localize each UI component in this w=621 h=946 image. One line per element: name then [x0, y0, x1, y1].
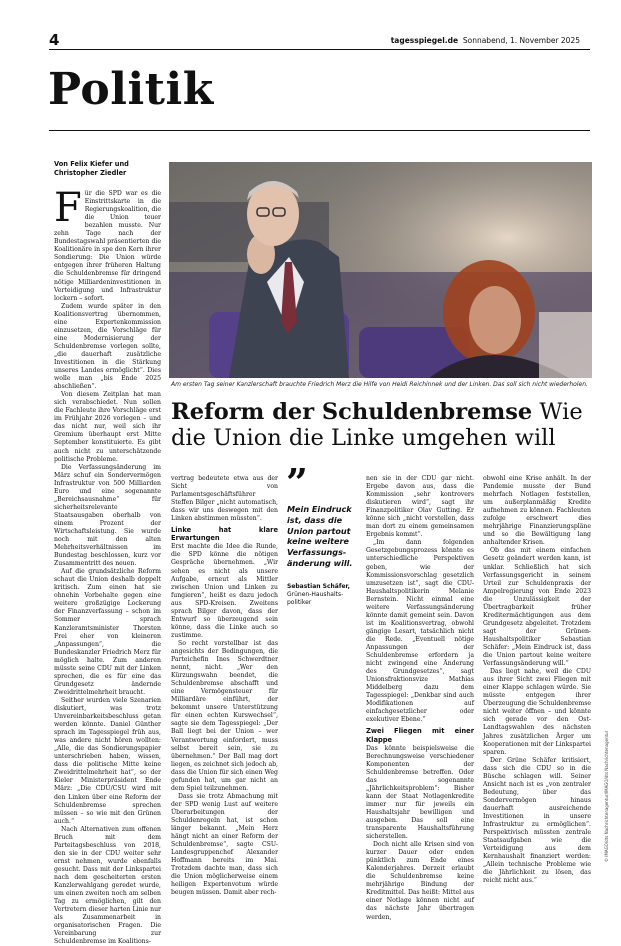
article-column-3 — [366, 475, 474, 921]
paragraph: Die Verfassungsänderung im März schuf ein Sondervermögen Infrastruktur von 500 Milliarden Euro und eine sogenannte „Bereichsausnahme“ für sicherheitsrelevante Staatsausgaben oberhalb von einem Prozent der Wirtschaftsleistung. Sie wurde noch mit den alten Mehrheitsverhältnissen im Bundestag beschlossen, kurz vor Zusammentritt des neuen. — [54, 463, 161, 568]
site-name[interactable]: tagesspiegel.de — [390, 36, 459, 45]
quote-author: Sebastian Schäfer, — [287, 583, 350, 590]
paragraph: „Im dann folgenden Gesetzgebungsprozess könnte es unterschiedliche Perspektiven geben, wie der Kommissionsvorschlag gesetzlich umzusetzen ist“, sagt die CDU-Haushaltspolitikerin Melanie Bernstein. Nicht einmal eine weitere Verfassungsänderung könnte damit gemeint sein. Davon ist im Koalitionsvertrag, obwohl gängige Lesart, tatsächlich nicht die Rede. „Eventuell nötige Anpassungen der Schuldenbremse erfordern ja nicht zwingend eine Änderung des Grundgesetzes“, sagt Unionsfraktionsvize Mathias Middelberg dazu dem Tagesspiegel: „Denkbar sind auch Modifikationen auf einfachgesetzlicher oder exekutiver Ebene.“ — [366, 539, 474, 724]
paragraph: Ob das mit einem einfachen Gesetz geändert werden kann, ist unklar. Schließlich hat sich Verfassungsgericht in seinem Urteil zur Schuldenpraxis der Ampelregierung von Ende 2023 die Unzulässigkeit der Übertragbarkeit früher Kreditermächtigungen aus dem Grundgesetz abgeleitet. Trotzdem sagt der Grünen-Haushaltspolitiker Sebastian Schäfer: „Mein Eindruck ist, dass die Union partout keine weitere Verfassungsänderung will.“ — [483, 547, 591, 668]
quote-author-role: Grünen-Haushaltspolitiker — [287, 591, 344, 606]
paragraph: Doch nicht alle Krisen sind von kurzer Dauer oder enden pünktlich zum Ende eines Kalenderjahres. Derzeit erlaubt die Schuldenbremse keine mehrjährige Bindung der Kreditmittel. Das heißt: Mittel aus einer Notlage können nicht auf das nächste Jahr übertragen werden, — [366, 841, 474, 921]
paragraph: Auf die grundsätzliche Reform schaut die Union deshalb doppelt kritisch. Zum einen hat sie ohnehin Vorbehalte gegen eine weitere großzügige Lockerung der Finanzverfassung – schon im Sommer sprach Kanzleramtsminister Thorsten Frei eher von kleineren „Anpassungen“, die Bundeskanzler Friedrich Merz für möglich halte. Zum anderen müsste seine CDU mit der Linken sprechen, die es für eine das Grundgesetz ändernde Zweidrittelmehrheit braucht. — [54, 568, 161, 696]
paragraph: Erst machte die Idee die Runde, die SPD könne die nötigen Gespräche übernehmen. „Wir sehen es nicht als unsere Aufgabe, erneut als Mittler zwischen Union und Linken zu fungieren“, heißt es dazu jedoch aus SPD-Kreisen. Zweitens sprach Bilger davon, dass der Entwurf so überzeugend sein könne, dass die Linke auch so zustimme. — [171, 543, 278, 639]
paragraph: vertrag bedeutete etwa aus der Sicht von Parlamentsgeschäftsführer Steffen Bilger „nicht automatisch, dass wir uns deswegen mit den Linken abstimmen müssten“. — [171, 475, 278, 523]
article-column-1 — [54, 185, 162, 946]
paragraph: Dass sie trotz Abmachung mit der SPD wenig Lust auf weitere Überarbeitungen der Schuldenregeln hat, ist schon länger bekannt. „Mein Herz hängt nicht an einer Reform der Schuldenbremse“, sagte CSU-Landesgruppenchef Alexander Hoffmann bereits im Mai. Trotzdem dachte man, dass sich die Union möglicherweise einem heiligen Expertenvotum würde beugen müssen. Damit aber rech- — [171, 792, 278, 897]
photo-credit: © IMAGO/dts Nachrichtenagentur/IMAGO/dts Nachrichtenagentur — [604, 730, 609, 862]
section-title: Politik — [48, 64, 214, 115]
article-column-2 — [171, 475, 278, 897]
paragraph: obwohl eine Krise anhält. In der Pandemie musste der Bund mehrfach Notlagen feststellen, um außerplanmäßig Kredite aufnehmen zu können. Fachleuten zufolge erschwert dies mehrjährige Finanzierungspläne und so die Bewältigung lang anhaltender Krisen. — [483, 475, 591, 547]
section-rule — [49, 130, 590, 131]
byline: Von Felix Kiefer und Christopher Ziedler — [54, 160, 129, 177]
headline-main: Reform der Schuldenbremse — [171, 399, 533, 425]
subheading: Zwei Fliegen mit einer Klappe — [366, 727, 474, 744]
article-photo — [169, 162, 592, 378]
page-number: 4 — [49, 31, 60, 49]
paragraph: Der Grüne Schäfer kritisiert, dass sich die CDU so in die Büsche schlagen will. Seiner Ansicht nach ist es „von zentraler Bedeutung, über das Sondervermögen hinaus dauerhaft ausreichende Investitionen in unsere Infrastruktur zu ermöglichen“. Perspektivisch müssten zentrale Staatsaufgaben wie die Verteidigung aus dem Kernhaushalt finanziert werden: „Allein technische Probleme wie die Jährlichkeit zu lösen, das reicht nicht aus.“ — [483, 756, 591, 885]
photo-illustration — [169, 162, 592, 378]
paragraph: ür die SPD war es die Einstrittskarte in die Regierungskoalition, die die Union teuer bezahlen musste. Nur zehn Tage nach der Bundestagswahl präsentierten die Koalitionäre in spe den Kern ihrer Sondierung: Die Union würde entgegen ihrer früheren Haltung die Schuldenbremse für dringend nötige Milliardeninvestitionen in Verteidigung und Infrastruktur lockern – sofort. — [54, 190, 162, 302]
subheading: Linke hat klare Erwartungen — [171, 526, 278, 543]
photo-caption: Am ersten Tag seiner Kanzlerschaft brauchte Friedrich Merz die Hilfe von Heidi Reichinnek und der Linken. Das soll sich nicht wiederholen. — [171, 381, 588, 388]
paragraph: nen sie in der CDU gar nicht. Ergebe davon aus, dass die Kommission „sehr kontrovers diskutieren wird“, sagt ihr Finanzpolitiker Olav Gutting. Er könne sich „nicht vorstellen, dass man dort zu einem gemeinsamen Ergebnis kommt“. — [366, 475, 474, 539]
paragraph: Seither wurden viele Szenarien diskutiert, was trotz Unvereinbarkeitsbeschluss getan werden könnte. Daniel Günther sprach im Tagesspiegel früh aus, was andere nicht hören wollten: „Alle, die das Sondierungspapier unterschrieben haben, wissen, dass die politische Mitte keine Zweidrittelmehrheit hat“, so der Kieler Ministerpräsident Ende März: „Die CDU/CSU wird mit den Linken über eine Reform der Schuldenbremse sprechen müssen – so wie mit den Grünen auch.“ — [54, 696, 161, 825]
quote-mark: ” — [286, 460, 308, 505]
masthead — [391, 36, 580, 45]
quote-source — [287, 583, 365, 607]
issue-date: Sonnabend, 1. November 2025 — [462, 36, 580, 45]
pull-quote: Mein Eindruck ist, dass die Union partout keine weitere Verfassungsänderung will. — [287, 504, 353, 568]
article-column-4 — [483, 475, 591, 885]
paragraph: Nach Alternativen zum offenen Bruch mit dem Parteitagsbeschluss von 2018, den sie in der CDU weiter sehr ernst nehmen, wurde ebenfalls gesucht. Dass mit der Linkspartei nach dem gescheiterten ersten Kanzlerwahlgang geredet wurde, um einen zweiten noch am selben Tag zu ermöglichen, gilt den Vertretern dieser harten Linie nur als Zusammenarbeit in organisatorischen Fragen. Die Vereinbarung zur Schuldenbremse im Koalitions- — [54, 825, 161, 946]
paragraph: Das liegt nahe, weil die CDU aus ihrer Sicht zwei Fliegen mit einer Klappe schlagen würde. Sie müsste entgegen ihrer Überzeugung die Schuldenbremse nicht weiter öffnen – und könnte sich gerade vor den Ost-Landtagswahlen des nächsten Jahres zusätzlichen Ärger um Kooperationen mit der Linkspartei sparen. — [483, 668, 591, 756]
paragraph: Zudem wurde später in den Koalitionsvertrag übernommen, eine Expertenkommission einzusetzen, die Vorschläge für eine Modernisierung der Schuldenbremse vorlegen sollte, „die dauerhaft zusätzliche Investitionen in die Stärkung unseres Landes ermöglicht“. Dies wolle man „bis Ende 2025 abschließen“. — [54, 302, 161, 391]
paragraph: Von diesem Zeitplan hat man sich verabschiedet. Nun sollen die Fachleute ihre Vorschläge erst im Frühjahr 2026 vorlegen – und das nicht nur, weil sich ihr Gremium überhaupt erst Mitte September konstituierte. Es gibt auch nicht zu unterschätzende politische Probleme. — [54, 391, 161, 463]
headline — [171, 399, 601, 451]
paragraph: So recht vorstellbar ist das angesichts der Bedingungen, die Parteichefin Ines Schwerdtner nennt, nicht. „Wer den Kürzungswahn beendet, die Schuldenbremse abschafft und eine Vermögensteuer für Milliardäre einführt, der bekommt unsere Unterstützung für einen echten Kurswechsel“, sagte sie dem Tagesspiegel: „Der Ball liegt bei der Union – wer Verantwortung einfordert, muss selbst bereit sein, sie zu übernehmen.“ Der Ball mag dort liegen, es zeichnet sich jedoch ab, dass die Union für sich einen Weg gefunden hat, um gar nicht an dem Spiel teilzunehmen. — [171, 639, 278, 792]
drop-cap: F — [54, 185, 82, 231]
top-rule — [49, 49, 590, 50]
paragraph: Das könnte beispielsweise die Berechnungsweise verschiedener Komponenten der Schuldenbremse betreffen. Oder das sogenannte „Jährlichkeitsproblem“: Bisher kann der Staat Notlagenkredite immer nur für jeweils ein Haushaltsjahr bewilligen und ausgeben. Das soll eine transparente Haushaltsführung sicherstellen. — [366, 744, 474, 841]
headline-sub: Wie die Union die Linke umgehen will — [171, 399, 583, 451]
